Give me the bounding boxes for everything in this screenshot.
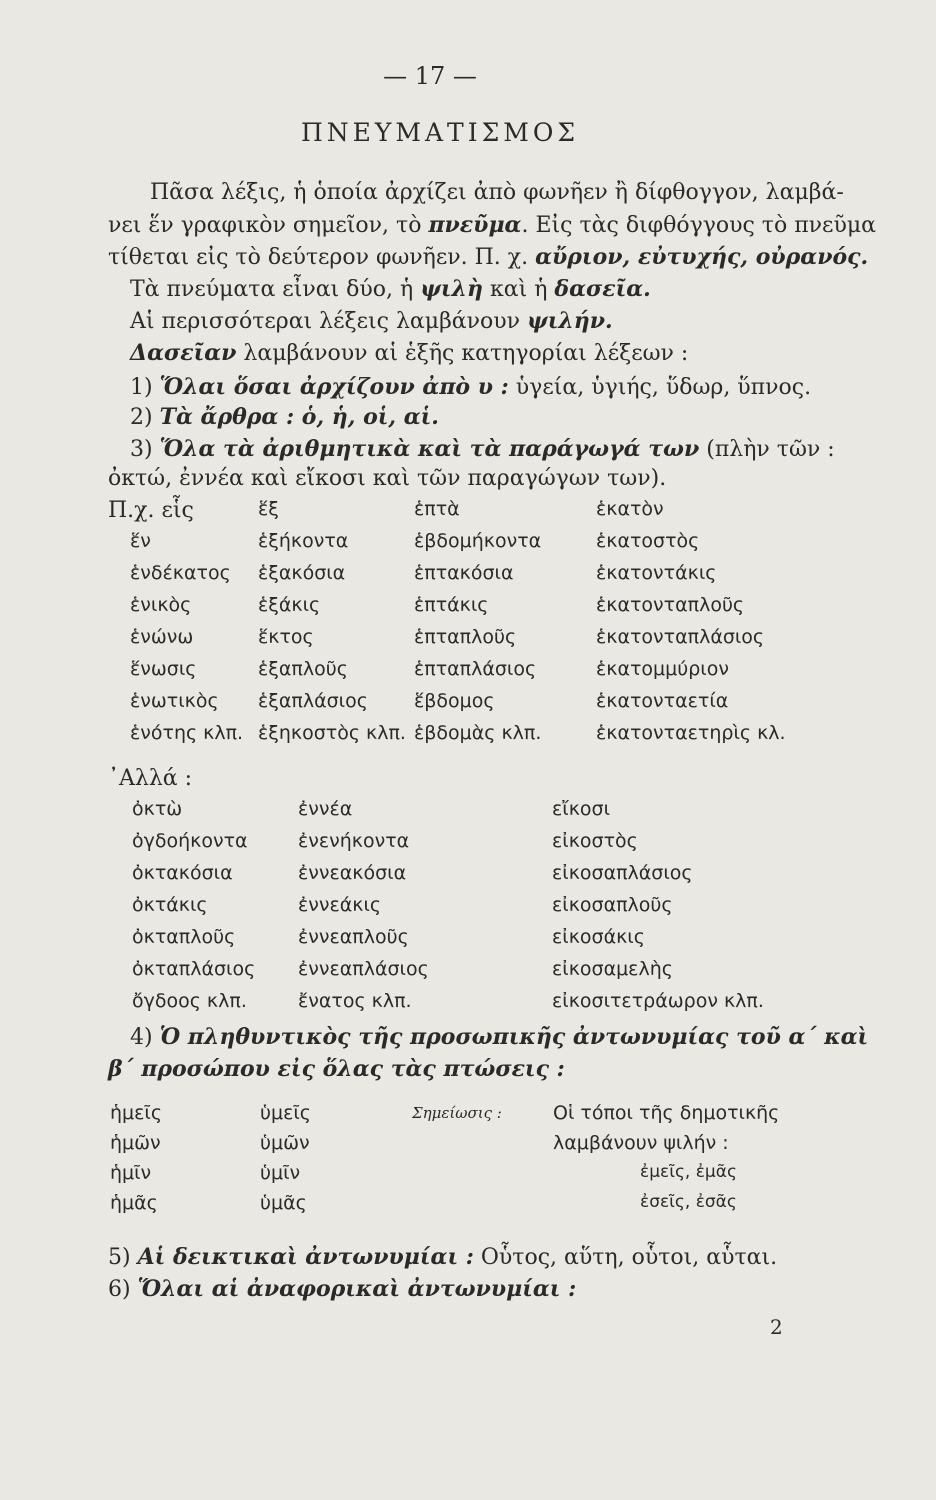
note-line-4: ἐσεῖς, ἐσᾶς xyxy=(640,1192,737,1212)
exception-word: ἔνατος κλπ. xyxy=(298,990,412,1012)
rule-heading: Τὰ ἄρθρα : ὁ, ἡ, οἱ, αἱ. xyxy=(159,404,439,430)
numeral-word: ἑνωτικὸς xyxy=(130,690,219,712)
exception-word: ὀκτακόσια xyxy=(132,862,233,884)
example-label: Π.χ. εἷς xyxy=(108,498,194,523)
example-words: αὔριον, εὐτυχής, οὐρανός. xyxy=(535,244,869,270)
rule-number: 1) xyxy=(130,375,160,400)
intro-line-4 xyxy=(130,276,651,302)
rule-heading: Ὅλαι αἱ ἀναφορικαὶ ἀντωνυμίαι : xyxy=(137,1276,577,1302)
pronoun-word: ὑμεῖς xyxy=(260,1102,311,1124)
rule-heading: Αἱ δεικτικαὶ ἀντωνυμίαι : xyxy=(137,1244,474,1270)
numeral-word: ἑκατονταπλάσιος xyxy=(596,626,765,648)
note-label: Σημείωσις : xyxy=(412,1104,502,1122)
exception-word: ὀκταπλάσιος xyxy=(132,958,256,980)
numeral-word: ἑξήκοντα xyxy=(258,530,349,552)
numeral-word: ἑβδομήκοντα xyxy=(414,530,542,552)
numeral-word: ἑνδέκατος xyxy=(130,562,231,584)
numeral-word: ἑβδομὰς κλπ. xyxy=(414,722,542,744)
numeral-word: ἑπταπλοῦς xyxy=(414,626,517,648)
numeral-word: ἑνώνω xyxy=(130,626,194,648)
rule-2 xyxy=(130,404,439,430)
pronoun-word: ἡμεῖς xyxy=(110,1102,162,1124)
intro-text: Αἱ περισσότεραι λέξεις λαμβάνουν xyxy=(130,309,528,334)
rule-3-line-2: ὀκτώ, ἐννέα καὶ εἴκοσι καὶ τῶν παραγώγων των). xyxy=(108,466,667,491)
rule-number: 6) xyxy=(108,1277,138,1302)
numeral-word: ἑξαπλάσιος xyxy=(258,690,368,712)
numeral-word: ἑκατομμύριον xyxy=(596,658,729,680)
exception-word: ὄγδοος κλπ. xyxy=(132,990,247,1012)
exception-word: εἰκοσαπλοῦς xyxy=(552,894,673,916)
numeral-word: ἑξακόσια xyxy=(258,562,346,584)
rule-number: 3) xyxy=(130,437,160,462)
rule-6 xyxy=(108,1276,576,1302)
note-line-3: ἐμεῖς, ἐμᾶς xyxy=(640,1162,737,1182)
numeral-word: ἑπτὰ xyxy=(414,498,460,520)
intro-text: καὶ ἡ xyxy=(482,277,555,302)
intro-line-1: Πᾶσα λέξις, ἡ ὁποία ἀρχίζει ἀπὸ φωνῆεν ἢ δίφθογγον, λαμβά- xyxy=(150,180,844,205)
rule-text: Οὗτος, αὕτη, οὗτοι, αὗται. xyxy=(473,1245,778,1270)
pronoun-word: ἡμῶν xyxy=(110,1132,161,1154)
exception-word: ἐννεάκις xyxy=(298,894,382,916)
intro-text: τίθεται εἰς τὸ δεύτερον φωνῆεν. Π. χ. xyxy=(108,245,536,270)
rule-heading: Ὁ πληθυντικὸς τῆς προσωπικῆς ἀντωνυμίας τοῦ α΄ καὶ xyxy=(159,1024,869,1050)
numeral-word: ἕκτος xyxy=(258,626,314,648)
rule-number: 4) xyxy=(130,1025,160,1050)
rule-5 xyxy=(108,1244,777,1270)
exception-word: ἐννεαπλοῦς xyxy=(298,926,409,948)
exception-word: ἐννέα xyxy=(298,798,353,820)
term-daseian: Δασεῖαν xyxy=(130,340,237,366)
exception-word: ὀκταπλοῦς xyxy=(132,926,236,948)
pronoun-word: ὑμῶν xyxy=(260,1132,310,1154)
exception-word: εἴκοσι xyxy=(552,798,610,820)
note-line-2: λαμβάνουν ψιλήν : xyxy=(553,1132,729,1154)
intro-line-2 xyxy=(108,212,876,238)
note-line-1: Οἱ τόποι τῆς δημοτικῆς xyxy=(553,1102,780,1124)
page-title: ΠΝΕΥΜΑΤΙΣΜΟΣ xyxy=(300,118,580,147)
intro-line-6 xyxy=(130,340,688,366)
rule-4-line-2: β΄ προσώπου εἰς ὅλας τὰς πτώσεις : xyxy=(108,1056,565,1082)
numeral-word: ἑπταπλάσιος xyxy=(414,658,537,680)
exception-word: εἰκοσάκις xyxy=(552,926,645,948)
exception-word: ὀκτάκις xyxy=(132,894,208,916)
intro-line-5 xyxy=(130,308,613,334)
numeral-word: ἕβδομος xyxy=(414,690,495,712)
term-pneuma: πνεῦμα xyxy=(428,212,522,238)
exception-word: ἐνενήκοντα xyxy=(298,830,410,852)
rule-text: ὑγεία, ὑγιής, ὕδωρ, ὕπνος. xyxy=(508,375,812,400)
numeral-word: ἕν xyxy=(130,530,151,552)
numeral-word: ἑπτακόσια xyxy=(414,562,514,584)
numeral-word: ἑνικὸς xyxy=(130,594,192,616)
numeral-word: ἑκατοστὸς xyxy=(596,530,700,552)
pronoun-word: ἡμῖν xyxy=(110,1162,152,1184)
numeral-word: ἑκατονταπλοῦς xyxy=(596,594,745,616)
exception-word: ὀγδοήκοντα xyxy=(132,830,248,852)
exception-word: ὀκτὼ xyxy=(132,798,183,820)
rule-number: 5) xyxy=(108,1245,138,1270)
rule-number: 2) xyxy=(130,405,160,430)
rule-heading: Ὅλα τὰ ἀριθμητικὰ καὶ τὰ παράγωγά των xyxy=(159,436,700,462)
rule-3 xyxy=(130,436,835,462)
numeral-word: ἑκατονταετία xyxy=(596,690,729,712)
numeral-word: ἑκατοντάκις xyxy=(596,562,717,584)
numeral-word: ἑξάκις xyxy=(258,594,321,616)
numeral-word: ἑξαπλοῦς xyxy=(258,658,348,680)
rule-heading: Ὅλαι ὅσαι ἀρχίζουν ἀπὸ υ : xyxy=(159,374,509,400)
numeral-word: ἕνωσις xyxy=(130,658,197,680)
term-psili: ψιλὴ xyxy=(420,276,483,302)
pronoun-word: ἡμᾶς xyxy=(110,1192,158,1214)
numeral-word: ἑκατονταετηρὶς κλ. xyxy=(596,722,786,744)
term-daseia: δασεῖα. xyxy=(554,276,651,302)
exception-word: ἐννεαπλάσιος xyxy=(298,958,429,980)
pronoun-word: ὑμῖν xyxy=(260,1162,301,1184)
intro-text: νει ἕν γραφικὸν σημεῖον, τὸ xyxy=(108,213,429,238)
but-label: ᾿Αλλά : xyxy=(108,766,193,791)
intro-text: λαμβάνουν αἱ ἑξῆς κατηγορίαι λέξεων : xyxy=(236,341,689,366)
intro-text: . Εἰς τὰς διφθόγγους τὸ πνεῦμα xyxy=(521,213,876,238)
rule-1 xyxy=(130,374,811,400)
pronoun-word: ὑμᾶς xyxy=(260,1192,307,1214)
page-number: — 17 — xyxy=(383,62,477,90)
intro-line-3 xyxy=(108,244,868,270)
rule-text: (πλὴν τῶν : xyxy=(699,437,835,462)
numeral-word: ἑξηκοστὸς κλπ. xyxy=(258,722,406,744)
numeral-word: ἑνότης κλπ. xyxy=(130,722,244,744)
exception-word: ἐννεακόσια xyxy=(298,862,407,884)
term-psilin: ψιλήν. xyxy=(527,308,613,334)
numeral-word: ἑπτάκις xyxy=(414,594,489,616)
exception-word: εἰκοσιτετράωρον κλπ. xyxy=(552,990,764,1012)
numeral-word: ἕξ xyxy=(258,498,279,520)
signature-mark: 2 xyxy=(770,1315,783,1339)
exception-word: εἰκοσαπλάσιος xyxy=(552,862,693,884)
exception-word: εἰκοσαμελὴς xyxy=(552,958,673,980)
numeral-word: ἑκατὸν xyxy=(596,498,664,520)
intro-text: Τὰ πνεύματα εἶναι δύο, ἡ xyxy=(130,277,421,302)
exception-word: εἰκοστὸς xyxy=(552,830,638,852)
rule-4 xyxy=(130,1024,868,1050)
